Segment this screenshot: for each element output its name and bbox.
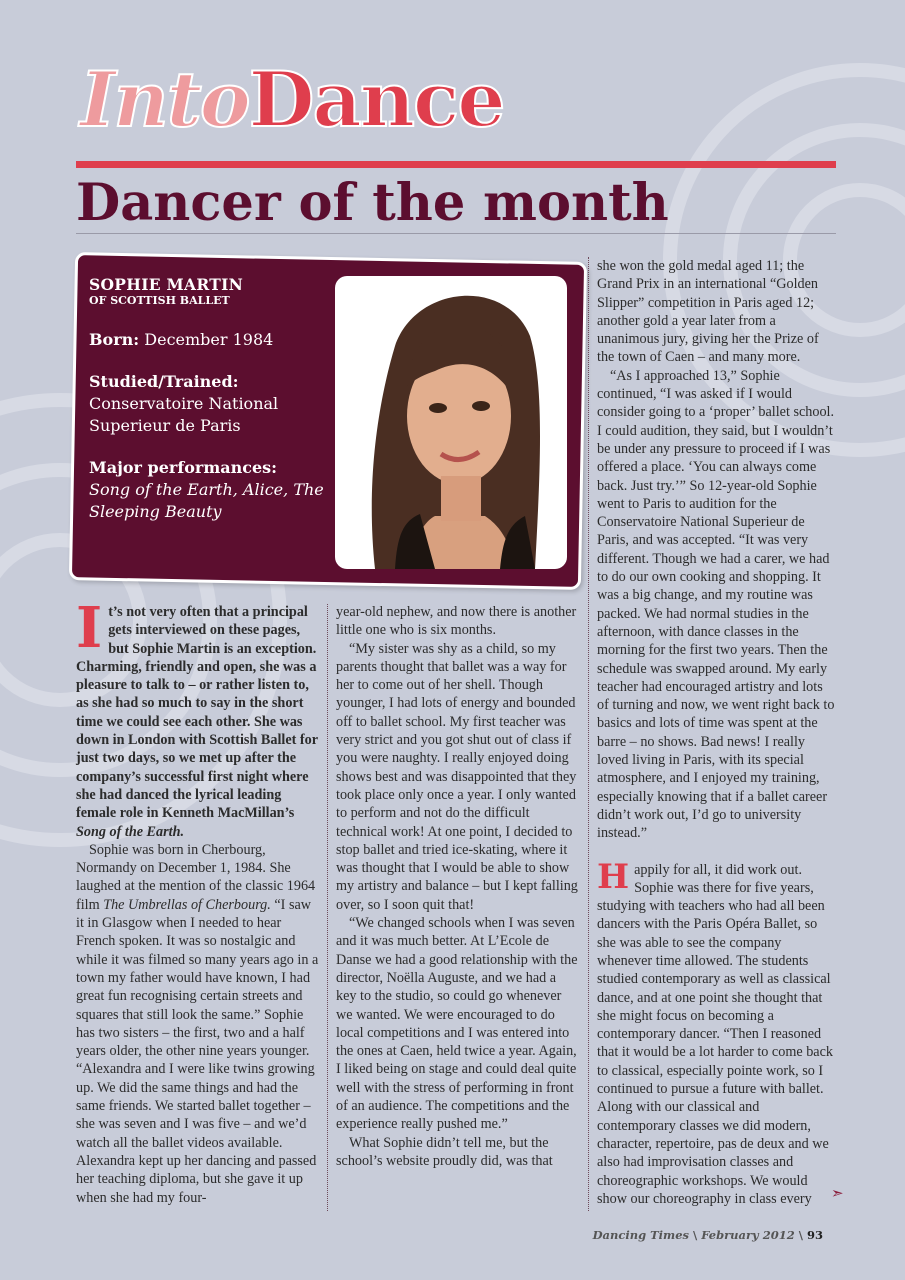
page-number: 93 — [806, 1228, 823, 1242]
paragraph-1 — [76, 841, 319, 1207]
paragraph-7: “As I approached 13,” Sophie continued, “I was asked if I would consider going to a ‘proper’ ballet school. I could audition, they said, but I wouldn’t be under any pressure to proceed if I was offered a place. ‘You can always come back. Just try.’” So 12-year-old Sophie went to Paris to audition for the Conservatoire National Superieur de Paris, and was accepted. “It was very different. Though we had a carer, we had to do our own cooking and shopping. It was a big change, and my routine was packed. We had normal studies in the afternoon, with dance classes in the morning for the first two years. Then the schedule was swapped around. My early teacher had encouraged artistry and lots of turning and now, we went right back to basics and lots of time was spent at the barre – no shows. Bad news! I really loved living in Paris, with its special atmosphere, and I enjoyed my training, especially knowing that if a ballet career didn’t work out, I’d go to university instead.” — [597, 367, 835, 842]
intro-text: t’s not very often that a principal gets interviewed on these pages, but Sophie Martin is an exception. Charming, friendly and open, she was a pleasure to talk to – or rather listen to, as she had so much to say in the short time we could see each other. She was down in London with Scottish Ballet for just two days, so we met up after the company’s successful first night where she had danced the lyrical leading female role in Kenneth MacMillan’s — [76, 604, 318, 822]
continue-arrow-icon: ➣ — [831, 1186, 844, 1202]
paragraph-8 — [597, 856, 837, 1209]
dancer-portrait-photo — [335, 276, 567, 569]
performances-value: Song of the Earth, Alice, The Sleeping Beauty — [89, 480, 324, 521]
intro-italic: Song of the Earth. — [76, 823, 185, 840]
born-row — [89, 329, 329, 351]
intro-paragraph — [76, 595, 319, 841]
studied-label: Studied/Trained: — [89, 372, 239, 391]
paragraph-1b: “I saw it in Glasgow when I needed to hear French spoken. It was so nostalgic and while it was filmed so many years ago in a town my father would have known, I had great fun recognising certain streets and squares that still look the same.” Sophie has two sisters – the first, two and a half years older, the other nine years younger. “Alexandra and I were like twins growing up. We did the same things and had the same friends. We started ballet together – she was seven and I was five – and we’d watch all the ballet videos available. Alexandra kept up her dancing and passed her teaching diploma, but she gave it up when she had my four- — [76, 896, 319, 1206]
title-divider — [76, 233, 836, 234]
dancer-name: SOPHIE MARTIN — [89, 275, 244, 294]
paragraph-2: year-old nephew, and now there is another little one who is six months. — [336, 604, 577, 639]
paragraph-3: “My sister was shy as a child, so my parents thought that ballet was a way for her to come out of her shell. Though younger, I had lots of energy and bounded off to ballet school. My first teacher was very strict and you got shut out of class if you were naughty. I really enjoyed doing shows best and was disappointed that they took place only once a year. I only wanted to perform and not do the difficult technical work! At one point, I decided to stop ballet and tried ice-skating, where it was thought that I would be able to show my artistry and balance – but I kept falling over, so I soon quit that! — [336, 640, 578, 913]
footer-separator-1: \ — [689, 1228, 702, 1242]
page-title: Dancer of the month — [76, 173, 669, 233]
film-title: The Umbrellas of Cherbourg. — [103, 896, 271, 913]
column-divider-2 — [588, 257, 589, 1211]
red-divider — [76, 161, 836, 168]
dancer-company: OF SCOTTISH BALLET — [89, 294, 230, 307]
footer-separator-2: \ — [794, 1228, 807, 1242]
paragraph-8-text: appily for all, it did work out. Sophie was there for five years, studying with teachers who had all been dancers with the Paris Opéra Ballet, so she was able to see the company whenever time allowed. The students studied contemporary as well as classical dance, and at one point she thought that she might focus on becoming a contemporary dancer. “Then I reasoned that it would be a lot harder to come back to classical, especially pointe work, so I continued to pursue a future with ballet. Along with our classical and contemporary classes we did modern, character, repertoire, pas de deux and we also had improvisation classes and choreographic workshops. We would show our choreography in class every — [597, 861, 833, 1207]
born-label: Born: — [89, 330, 140, 349]
drop-cap-h: H — [597, 856, 630, 897]
article-column-1 — [76, 595, 319, 1207]
page-footer — [593, 1228, 823, 1242]
profile-details — [89, 276, 329, 543]
born-value: December 1984 — [144, 330, 274, 349]
performances-label: Major performances: — [89, 458, 278, 477]
paragraph-4: “We changed schools when I was seven and it was much better. At L’Ecole de Danse we had a good relationship with the director, Noëlla Auguste, and we had a key to the studio, so could go whenever we wanted. We were encouraged to do local competitions and I was entered into the ones at Caen, held twice a year. Again, I liked being on stage and could deal quite well with the stress of performing in front of an audience. The competitions and the experience really pushed me.” — [336, 915, 578, 1133]
masthead-dance: Dance — [248, 55, 504, 144]
paragraph-1a: Sophie was born in Cherbourg, Normandy on December 1, 1984. She laughed at the mention of the classic 1964 film — [76, 841, 316, 913]
paragraph-5: What Sophie didn’t tell me, but the school’s website proudly did, was that — [336, 1134, 553, 1169]
paragraph-6: she won the gold medal aged 11; the Grand Prix in an international “Golden Slipper” competition in Paris aged 12; another gold a year later from a unanimous jury, giving her the Prize of the town of Caen – and many more. — [597, 258, 819, 366]
issue-date: February 2012 — [701, 1228, 795, 1242]
studied-value: Conservatoire National Superieur de Paris — [89, 394, 279, 435]
article-column-3 — [597, 257, 837, 1208]
studied-row — [89, 371, 329, 437]
performances-row — [89, 457, 329, 523]
masthead-logo — [80, 52, 504, 148]
column-divider-1 — [327, 604, 328, 1211]
article-column-2 — [336, 603, 580, 1170]
magazine-name: Dancing Times — [592, 1228, 690, 1242]
drop-cap-i: I — [76, 595, 103, 661]
masthead-into: Into — [80, 55, 249, 144]
